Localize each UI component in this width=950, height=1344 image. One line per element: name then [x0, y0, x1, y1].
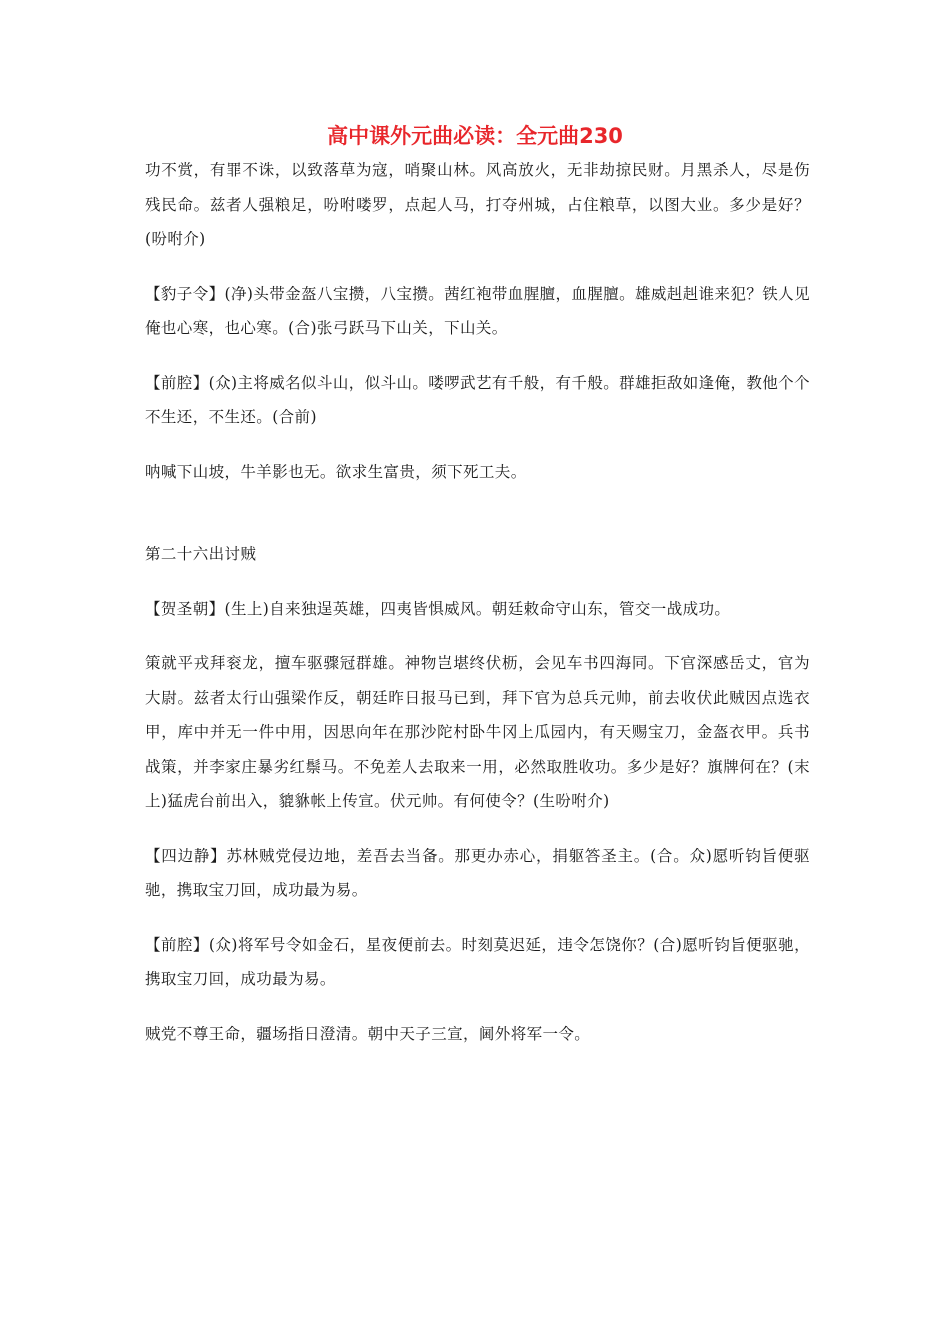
paragraph-si-bian-jing: 【四边静】苏林贼党侵边地，差吾去当备。那更办赤心，捐躯答圣主。(合。众)愿听钧旨便驱驰，携取宝刀回，成功最为易。 [145, 846, 810, 899]
paragraph-spacer [145, 819, 810, 839]
paragraph-nahan: 呐喊下山坡，牛羊影也无。欲求生富贵，须下死工夫。 [145, 462, 527, 481]
document-body [145, 153, 810, 1051]
paragraph-qianqiang-1: 【前腔】(众)主将威名似斗山，似斗山。喽啰武艺有千般，有千般。群雄拒敌如逢俺，教他个个不生还，不生还。(合前) [145, 373, 810, 426]
paragraph-baozi-ling: 【豹子令】(净)头带金盔八宝攒，八宝攒。茜红袍带血腥膻，血腥膻。雄威赳赳谁来犯？铁人见俺也心寒，也心寒。(合)张弓跃马下山关，下山关。 [145, 284, 810, 337]
paragraph-spacer [145, 346, 810, 366]
paragraph-opening: 功不赏，有罪不诛，以致落草为寇，哨聚山林。风高放火，无非劫掠民财。月黑杀人，尽是伤残民命。兹者人强粮足，吩咐喽罗，点起人马，打夺州城，占住粮草，以图大业。多少是好？(吩咐介) [145, 161, 810, 248]
paragraph-spacer [145, 257, 810, 277]
section-spacer [145, 489, 810, 537]
paragraph-qianqiang-2: 【前腔】(众)将军号令如金石，星夜便前去。时刻莫迟延，违令怎饶你？(合)愿听钧旨便驱驰，携取宝刀回，成功最为易。 [145, 935, 810, 988]
paragraph-spacer [145, 626, 810, 646]
paragraph-closing: 贼党不尊王命，疆场指日澄清。朝中天子三宣，阃外将军一令。 [145, 1024, 591, 1043]
document-title: 高中课外元曲必读：全元曲230 [327, 124, 623, 148]
paragraph-ce-jiu: 策就平戎拜衮龙，擅车驱骤冠群雄。神物岂堪终伏枥，会见车书四海同。下官深感岳丈，官为大尉。兹者太行山强梁作反，朝廷昨日报马已到，拜下官为总兵元帅，前去收伏此贼因点选衣甲，库中并无一件中用，因思向年在那沙陀村卧牛冈上瓜园内，有天赐宝刀，金盔衣甲。兵书战策，并李家庄暴劣红鬃马。不免差人去取来一用，必然取胜收功。多少是好？旗牌何在？(末上)猛虎台前出入，貔貅帐上传宣。伏元帅。有何使令？(生吩咐介) [145, 654, 810, 810]
paragraph-spacer [145, 908, 810, 928]
section-heading: 第二十六出讨贼 [145, 545, 257, 563]
paragraph-spacer [145, 572, 810, 592]
paragraph-spacer [145, 997, 810, 1017]
paragraph-spacer [145, 435, 810, 455]
paragraph-he-sheng-chao: 【贺圣朝】(生上)自来独逞英雄，四夷皆惧威风。朝廷敕命守山东，管交一战成功。 [145, 599, 731, 618]
